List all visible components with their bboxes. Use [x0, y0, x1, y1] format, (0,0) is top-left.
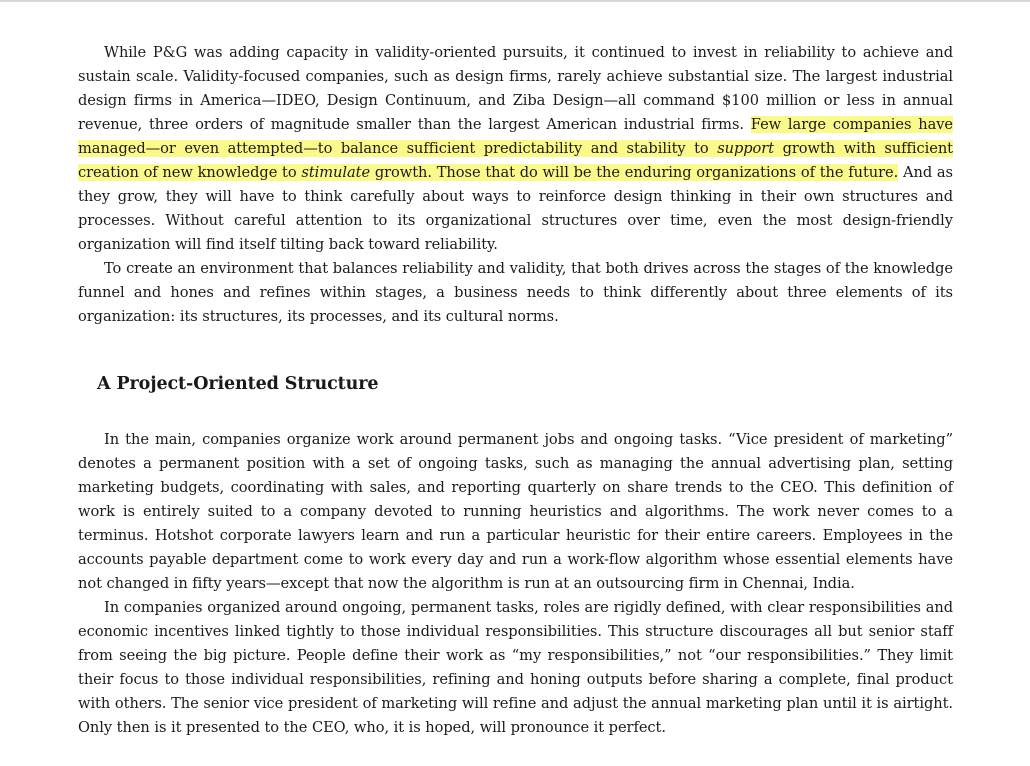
- top-border: [0, 0, 1030, 2]
- emphasis-support: support: [717, 140, 775, 157]
- highlight-text: growth. Those that do will be the enduring organizations of the future.: [370, 164, 899, 181]
- highlight-text: Few large companies have managed—or even attempted—to balance sufficient predictability and stability to: [78, 116, 953, 157]
- paragraph-permanent-jobs: In the main, companies organize work around permanent jobs and ongoing tasks. “Vice president of marketing” denotes a permanent position with a set of ongoing tasks, such as managing the annual advertising plan, setting marketing budgets, coordinating with sales, and reporting quarterly on share trends to the CEO. This definition of work is entirely suited to a company devoted to running heuristics and algorithms. The work never comes to a terminus. Hotshot corporate lawyers learn and run a particular heuristic for their entire careers. Employees in the accounts payable department come to work every day and run a work-flow algorithm whose essential elements have not changed in fifty years—except that now the algorithm is run at an outsourcing firm in Chennai, India.: [78, 431, 953, 592]
- paragraph-rigid-roles: In companies organized around ongoing, permanent tasks, roles are rigidly defined, with clear responsibilities and economic incentives linked tightly to those individual responsibilities. This structure discourages all but senior staff from seeing the big picture. People define their work as “my responsibilities,” not “our responsibilities.” They limit their focus to those individual responsibilities, refining and honing outputs before sharing a complete, final product with others. The senior vice president of marketing will refine and adjust the annual marketing plan until it is airtight. Only then is it presented to the CEO, who, it is hoped, will pronounce it perfect.: [78, 599, 953, 736]
- paragraph-pg-validity: [78, 41, 953, 257]
- paragraph-environment: To create an environment that balances reliability and validity, that both drives across the stages of the knowledge funnel and hones and refines within stages, a business needs to think differently about three elements of its organization: its structures, its processes, and its cultural norms.: [78, 260, 953, 325]
- section-heading: A Project-Oriented Structure: [97, 374, 379, 394]
- highlight-text: growth with sufficient creation of new knowledge to: [78, 140, 953, 181]
- emphasis-stimulate: stimulate: [301, 164, 371, 181]
- spacer: [78, 329, 953, 372]
- paragraph-text: And as they grow, they will have to think carefully about ways to reinforce design thinking in their own structures and processes. Without careful attention to its organizational structures over time, even the most design-friendly organization will find itself tilting back toward reliability.: [78, 164, 953, 253]
- paragraph-text: While P&G was adding capacity in validity-oriented pursuits, it continued to invest in reliability to achieve and sustain scale. Validity-focused companies, such as design firms, rarely achieve substantial size. The largest industrial design firms in America—IDEO, Design Continuum, and Ziba Design—all command $100 million or less in annual revenue, three orders of magnitude smaller than the largest American industrial firms.: [78, 44, 953, 133]
- document-page: [78, 41, 953, 740]
- spacer: [78, 396, 953, 428]
